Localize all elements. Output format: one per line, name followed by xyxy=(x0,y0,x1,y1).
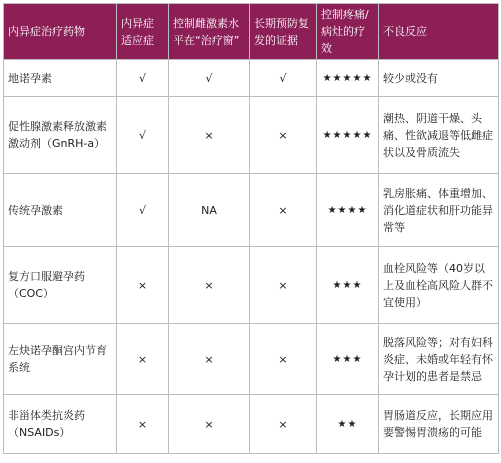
table-header-row xyxy=(4,4,499,60)
estrogen-mark: × xyxy=(169,395,250,454)
indication-mark: √ xyxy=(117,60,169,97)
header-estrogen-window: 控制雌激素水平在“治疗窗” xyxy=(169,4,250,60)
table-row xyxy=(4,324,499,395)
drug-name: 左炔诺孕酮宫内节育系统 xyxy=(4,324,117,395)
header-drug: 内异症治疗药物 xyxy=(4,4,117,60)
efficacy-stars: ★★★★★ xyxy=(317,60,379,97)
indication-mark: √ xyxy=(117,97,169,174)
efficacy-stars: ★★★★★ xyxy=(317,97,379,174)
adverse-text: 潮热、阴道干燥、头痛、性欲减退等低雌症状以及骨质流失 xyxy=(379,97,499,174)
indication-mark: × xyxy=(117,395,169,454)
estrogen-mark: × xyxy=(169,324,250,395)
drug-comparison-table xyxy=(3,3,499,454)
drug-name: 传统孕激素 xyxy=(4,174,117,247)
adverse-text: 乳房胀痛、体重增加、消化道症状和肝功能异常等 xyxy=(379,174,499,247)
table-row xyxy=(4,395,499,454)
recurrence-mark: × xyxy=(250,97,317,174)
estrogen-mark: √ xyxy=(169,60,250,97)
header-adverse-reactions: 不良反应 xyxy=(379,4,499,60)
adverse-text: 血栓风险等（40岁以上及血栓高风险人群不宜使用） xyxy=(379,247,499,324)
adverse-text: 脱落风险等；对有妇科炎症、未婚或年轻有怀孕计划的患者是禁忌 xyxy=(379,324,499,395)
drug-comparison-table-container xyxy=(3,3,498,454)
recurrence-mark: × xyxy=(250,395,317,454)
recurrence-mark: √ xyxy=(250,60,317,97)
drug-name: 促性腺激素释放激素激动剂（GnRH-a） xyxy=(4,97,117,174)
drug-name: 复方口服避孕药（COC） xyxy=(4,247,117,324)
efficacy-stars: ★★★ xyxy=(317,247,379,324)
indication-mark: √ xyxy=(117,174,169,247)
table-row xyxy=(4,60,499,97)
header-indication: 内异症适应症 xyxy=(117,4,169,60)
estrogen-mark: × xyxy=(169,97,250,174)
efficacy-stars: ★★★ xyxy=(317,324,379,395)
estrogen-mark: NA xyxy=(169,174,250,247)
indication-mark: × xyxy=(117,324,169,395)
table-row xyxy=(4,97,499,174)
header-recurrence-evidence: 长期预防复发的证据 xyxy=(250,4,317,60)
adverse-text: 胃肠道反应，长期应用要警惕胃溃疡的可能 xyxy=(379,395,499,454)
estrogen-mark: × xyxy=(169,247,250,324)
recurrence-mark: × xyxy=(250,247,317,324)
recurrence-mark: × xyxy=(250,324,317,395)
adverse-text: 较少或没有 xyxy=(379,60,499,97)
indication-mark: × xyxy=(117,247,169,324)
table-row xyxy=(4,174,499,247)
recurrence-mark: × xyxy=(250,174,317,247)
header-efficacy: 控制疼痛/病灶的疗效 xyxy=(317,4,379,60)
efficacy-stars: ★★★★ xyxy=(317,174,379,247)
table-row xyxy=(4,247,499,324)
efficacy-stars: ★★ xyxy=(317,395,379,454)
drug-name: 地诺孕素 xyxy=(4,60,117,97)
drug-name: 非甾体类抗炎药（NSAIDs） xyxy=(4,395,117,454)
